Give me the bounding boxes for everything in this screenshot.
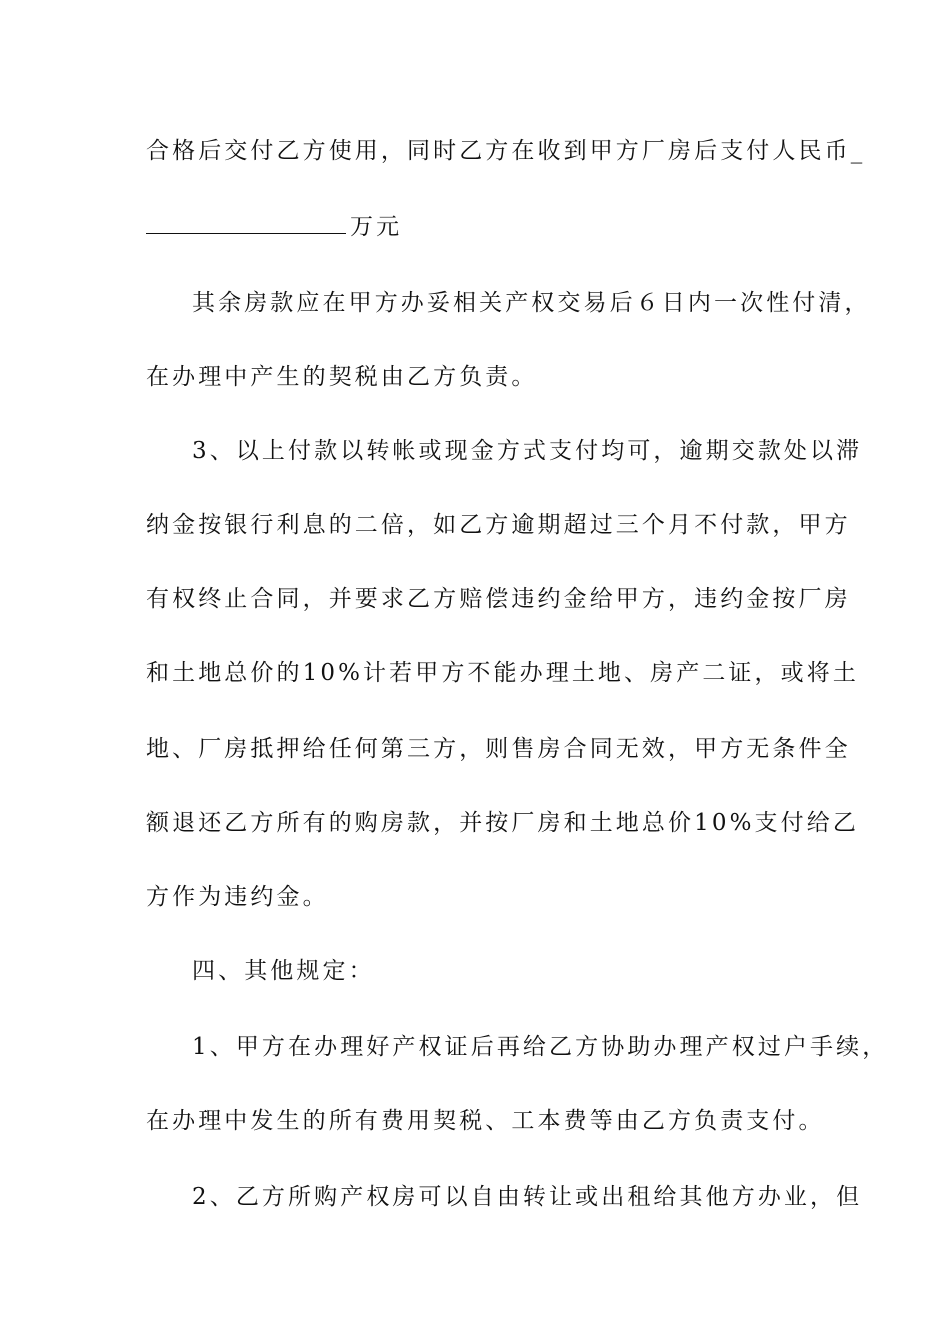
text-line-5: 3、以上付款以转帐或现金方式支付均可，逾期交款处以滞 — [192, 438, 863, 464]
text-line-9: 地、厂房抵押给任何第三方，则售房合同无效，甲方无条件全 — [146, 736, 851, 762]
text-line-6: 纳金按银行利息的二倍，如乙方逾期超过三个月不付款，甲方 — [146, 512, 851, 538]
text-line-10: 额退还乙方所有的购房款，并按厂房和土地总价10%支付给乙 — [146, 810, 859, 836]
text-line-15: 2、乙方所购产权房可以自由转让或出租给其他方办业，但 — [192, 1184, 863, 1210]
text-line-8: 和土地总价的10%计若甲方不能办理土地、房产二证，或将土 — [146, 660, 859, 686]
text-line-1: 合格后交付乙方使用，同时乙方在收到甲方厂房后支付人民币_ — [146, 138, 866, 164]
text-line-2 — [146, 212, 826, 242]
text-line-14: 在办理中发生的所有费用契税、工本费等由乙方负责支付。 — [146, 1108, 825, 1134]
text-line-11: 方作为违约金。 — [146, 884, 329, 910]
section-heading: 四、其他规定： — [192, 958, 375, 984]
text-line-4: 在办理中产生的契税由乙方负责。 — [146, 364, 538, 390]
text-line-13: 1、甲方在办理好产权证后再给乙方协助办理产权过户手续， — [192, 1034, 889, 1060]
text-line-3: 其余房款应在甲方办妥相关产权交易后６日内一次性付清， — [192, 290, 871, 316]
text-line-7: 有权终止合同，并要求乙方赔偿违约金给甲方，违约金按厂房 — [146, 586, 851, 612]
text-line-2-content: 万元 — [350, 214, 403, 240]
fill-in-blank — [146, 213, 346, 234]
